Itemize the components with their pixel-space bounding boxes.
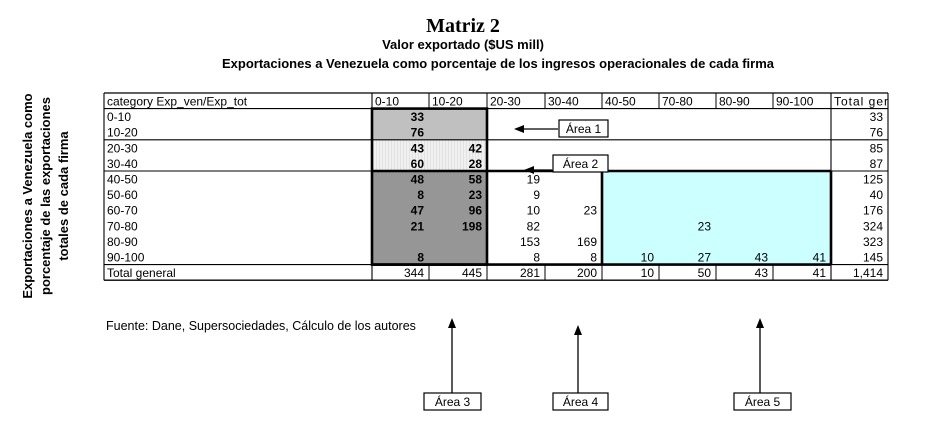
cell-value: 323 [862, 234, 883, 249]
column-header: 40-50 [605, 94, 636, 109]
column-header: 0-10 [375, 94, 400, 109]
area-1-arrowhead [514, 125, 524, 133]
row-label: 40-50 [107, 172, 138, 187]
total-value: 344 [403, 266, 424, 281]
total-value: 41 [812, 266, 826, 281]
area-5-shade [602, 171, 831, 265]
cell-value: 82 [526, 219, 540, 234]
row-label: 50-60 [107, 188, 138, 203]
area-2-label: Área 2 [562, 157, 599, 171]
cell-value: 58 [468, 172, 482, 187]
column-header: 10-20 [432, 94, 463, 109]
total-value: 43 [754, 266, 768, 281]
area-3-arrowhead [448, 318, 456, 328]
cell-value: 8 [590, 250, 597, 265]
cell-value: 43 [410, 141, 424, 156]
total-row-label: Total general [107, 266, 176, 281]
y-axis-label: Exportaciones a Venezuela como porcentaje de las exportaciones totales de cada firma [20, 93, 71, 299]
cell-value: 10 [640, 250, 654, 265]
total-value: 445 [461, 266, 482, 281]
chart-subtitle-2: Exportaciones a Venezuela como porcentaje de los ingresos operacionales de cada firma [222, 56, 774, 71]
total-value: 10 [640, 266, 654, 281]
total-value: 1,414 [852, 266, 883, 281]
cell-value: 33 [410, 110, 424, 125]
row-label: 70-80 [107, 219, 138, 234]
row-label: 10-20 [107, 125, 138, 140]
total-value: 200 [576, 266, 597, 281]
cell-value: 42 [468, 141, 482, 156]
total-value: 281 [519, 266, 540, 281]
column-header: Total ger [834, 94, 888, 109]
row-label: 80-90 [107, 234, 138, 249]
column-header: 30-40 [548, 94, 579, 109]
row-label: 30-40 [107, 156, 138, 171]
cell-value: 153 [519, 234, 540, 249]
cell-value: 10 [526, 203, 540, 218]
cell-value: 169 [576, 234, 597, 249]
cell-value: 8 [417, 188, 424, 203]
cell-value: 23 [583, 203, 597, 218]
cell-value: 47 [410, 203, 424, 218]
cell-value: 23 [697, 219, 711, 234]
cell-value: 324 [862, 219, 883, 234]
cell-value: 85 [869, 141, 883, 156]
chart-subtitle: Valor exportado ($US mill) [382, 37, 544, 52]
area-4-arrowhead [574, 325, 582, 335]
cell-value: 145 [862, 250, 883, 265]
column-header: 90-100 [776, 94, 814, 109]
cell-value: 8 [417, 250, 424, 265]
cell-value: 87 [869, 156, 883, 171]
column-header: 80-90 [719, 94, 750, 109]
cell-value: 76 [410, 125, 424, 140]
total-value: 50 [697, 266, 711, 281]
cell-value: 125 [862, 172, 883, 187]
cell-value: 19 [526, 172, 540, 187]
cell-value: 48 [410, 172, 424, 187]
column-header: 70-80 [662, 94, 693, 109]
row-label: 20-30 [107, 141, 138, 156]
cell-value: 41 [812, 250, 826, 265]
cell-value: 60 [410, 156, 424, 171]
cell-value: 40 [869, 188, 883, 203]
row-label: 60-70 [107, 203, 138, 218]
area-5-label: Área 5 [744, 395, 781, 409]
cell-value: 21 [410, 219, 424, 234]
area-4-label: Área 4 [562, 395, 599, 409]
area-1-shade [372, 109, 487, 140]
cell-value: 9 [533, 188, 540, 203]
cell-value: 76 [869, 125, 883, 140]
cell-value: 43 [754, 250, 768, 265]
cell-value: 96 [468, 203, 482, 218]
cell-value: 8 [533, 250, 540, 265]
column-header: 20-30 [490, 94, 521, 109]
row-label: 90-100 [107, 250, 145, 265]
source-note: Fuente: Dane, Supersociedades, Cálculo de los autores [106, 319, 416, 333]
header-corner: category Exp_ven/Exp_tot [107, 94, 248, 109]
chart-title: Matriz 2 [426, 15, 500, 37]
area-3-label: Área 3 [434, 395, 471, 409]
row-label: 0-10 [107, 110, 132, 125]
cell-value: 28 [468, 156, 482, 171]
cell-value: 198 [461, 219, 482, 234]
area-5-arrowhead [756, 318, 764, 328]
cell-value: 33 [869, 110, 883, 125]
area-1-label: Área 1 [565, 122, 602, 136]
cell-value: 176 [862, 203, 883, 218]
cell-value: 27 [697, 250, 711, 265]
cell-value: 23 [468, 188, 482, 203]
